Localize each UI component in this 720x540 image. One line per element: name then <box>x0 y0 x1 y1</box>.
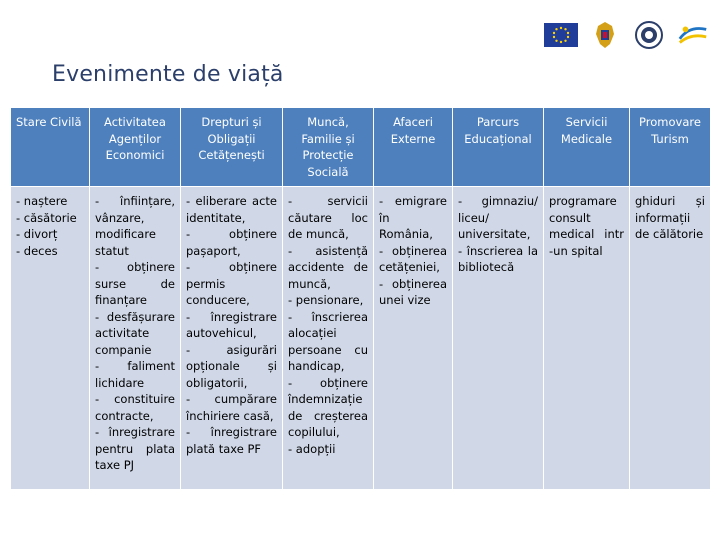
program-logo-icon <box>676 20 710 50</box>
header-promovare-turism: Promovare Turism <box>630 108 711 187</box>
cell-afaceri-externe <box>374 187 453 490</box>
cell-line: - asistență accidente de muncă, <box>288 243 368 291</box>
cell-line: - obținere pașaport, <box>186 227 277 258</box>
cell-line: - naștere <box>16 194 68 208</box>
cell-line: - emigrare în România, <box>379 194 447 241</box>
header-stare-civila: Stare Civilă <box>11 108 90 187</box>
cell-line: - gimnaziu/ liceu/ universitate, <box>458 194 538 241</box>
cell-line: - obținerea unei vize <box>379 276 447 307</box>
cell-line: - înființare, vânzare, modificare statut <box>95 194 175 258</box>
cell-line: - pensionare, <box>288 293 364 307</box>
header-parcurs-educational: Parcurs Educațional <box>453 108 544 187</box>
cell-line: - faliment lichidare <box>95 359 175 390</box>
cell-line: ghiduri și informații de călătorie <box>635 194 705 241</box>
cell-line: - obținere îndemnizație de creșterea copilului, <box>288 375 368 439</box>
cell-line: - eliberare acte identitate, <box>186 194 277 225</box>
cell-line: - căsătorie <box>16 210 77 225</box>
cell-stare-civila <box>11 187 90 490</box>
header-munca-familie: Muncă, Familie și Protecție Socială <box>283 108 374 187</box>
table-row <box>11 187 711 490</box>
government-seal-icon <box>632 20 666 50</box>
romania-coat-of-arms-icon <box>588 20 622 50</box>
cell-drepturi-obligatii <box>181 187 283 490</box>
cell-munca-familie <box>283 187 374 490</box>
cell-parcurs-educational <box>453 187 544 490</box>
cell-line: - desfășurare activitate companie <box>95 309 175 357</box>
header-afaceri-externe: Afaceri Externe <box>374 108 453 187</box>
header-agenti-economici: Activitatea Agenților Economici <box>90 108 181 187</box>
table-header-row <box>11 108 711 187</box>
page-title: Evenimente de viață <box>52 62 284 87</box>
cell-line: - asigurări opționale și obligatorii, <box>186 342 277 390</box>
logo-strip <box>544 20 710 50</box>
cell-line: - înregistrare pentru plata taxe PJ <box>95 425 175 472</box>
cell-line: - obținere surse de finanțare <box>95 260 175 307</box>
cell-line: - înscrierea alocației persoane cu handicap, <box>288 309 368 373</box>
cell-line: - înregistrare plată taxe PF <box>186 425 277 456</box>
cell-line: - înscrierea la bibliotecă <box>458 243 538 274</box>
header-drepturi-obligatii: Drepturi și Obligații Cetățenești <box>181 108 283 187</box>
cell-line: - divorț <box>16 227 58 241</box>
cell-line: - înregistrare autovehicul, <box>186 309 277 340</box>
cell-line: - adopții <box>288 441 336 456</box>
cell-servicii-medicale <box>544 187 630 490</box>
cell-agenti-economici <box>90 187 181 490</box>
eu-flag-icon <box>544 20 578 50</box>
life-events-table <box>10 107 711 490</box>
header-servicii-medicale: Servicii Medicale <box>544 108 630 187</box>
cell-line: - obținere permis conducere, <box>186 260 277 307</box>
cell-promovare-turism <box>630 187 711 490</box>
cell-line: - servicii căutare loc de muncă, <box>288 194 368 241</box>
cell-line: - constituire contracte, <box>95 392 175 423</box>
cell-line: - deces <box>16 243 58 258</box>
cell-line: programare consult medical intr -un spital <box>549 194 624 258</box>
cell-line: - cumpărare închiriere casă, <box>186 392 277 423</box>
cell-line: - obținerea cetățeniei, <box>379 243 447 274</box>
